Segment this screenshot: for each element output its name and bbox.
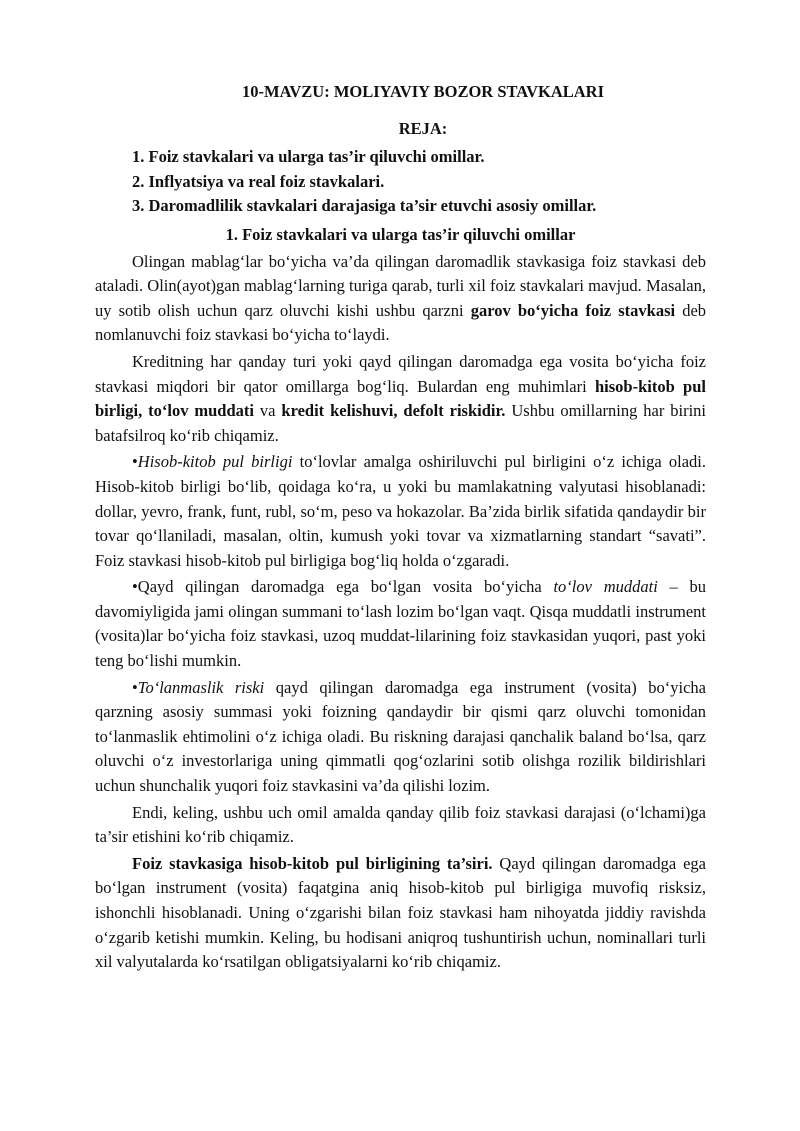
paragraph-text: to‘lovlar amalga oshiriluvchi pul birligini o‘z ichiga oladi. Hisob-kitob birligi bo‘lib, qoidaga ko‘ra, u yoki bu mamlakatning valyutasi hisoblanadi: dollar, yevro, frank, funt, rubl, so‘m, peso va hokazolar. Ba’zida birlik sifatida qandaydir bir tovar qo‘llaniladi, masalan, oltin, kumush yoki tovar va xizmatlarning standart “savati”. Foiz stavkasi hisob-kitob pul birligiga bog‘liq holda o‘zgaradi. xyxy=(95,452,707,570)
paragraph-text: Qayd qilingan daromadga ega bo‘lgan instrument (vosita) faqatgina aniq hisob-kitob pul birligiga muvofiq risksiz, ishonchli hisoblanadi. Uning o‘zgarishi bilan foiz stavkasi ham nihoyatda jiddiy ravishda o‘zgarib ketishi mumkin. Keling, bu hodisani aniqroq tushuntirish uchun, nominallari turli xil valyutalarda ko‘rsatilgan obligatsiyalarni ko‘rib chiqamiz. xyxy=(95,853,706,972)
plan-heading: REJA: xyxy=(398,118,448,138)
bullet: • xyxy=(132,677,138,697)
bold-term: Foiz stavkasiga hisob-kitob pul birligining ta’siri. xyxy=(132,853,493,873)
bold-term: garov bo‘yicha foiz stavkasi xyxy=(470,300,676,320)
paragraph-text: •Qayd qilingan daromadga ega bo‘lgan vosita bo‘yicha xyxy=(132,577,554,597)
italic-term: To‘lanmaslik riski xyxy=(137,677,265,697)
bullet: • xyxy=(132,452,138,472)
plan-list xyxy=(132,145,706,219)
document-title: 10-MAVZU: MOLIYAVIY BOZOR STAVKALARI xyxy=(242,82,604,101)
bold-term: kredit kelishuvi, defolt riskidir. xyxy=(281,401,506,421)
paragraph xyxy=(95,350,706,448)
paragraph-text: deb nomlanuvchi foiz stavkasi bo‘yicha to‘laydi. xyxy=(95,300,707,345)
plan-item: 1. Foiz stavkalari va ularga tas’ir qiluvchi omillar. xyxy=(132,147,485,167)
paragraph-text: Ushbu omillarning har birini batafsilroq ko‘rib chiqamiz. xyxy=(95,401,706,445)
italic-term: to‘lov muddati xyxy=(553,577,658,597)
paragraph-text: – bu davomiyligida jami olingan summani to‘lash lozim bo‘lgan vaqt. Qisqa muddatli instrument (vosita)lar bo‘yicha foiz stavkasi, uzoq muddat-lilarining foiz stavkasidan yuqori, past yoki teng bo‘lishi mumkin. xyxy=(95,577,706,671)
paragraph xyxy=(95,250,706,348)
plan-item: 2. Inflyatsiya va real foiz stavkalari. xyxy=(132,171,385,191)
paragraph-text: qayd qilingan daromadga ega instrument (vosita) bo‘yicha qarzning asosiy summasi yoki foizning qandaydir bir qismi qarz oluvchi tomonidan to‘lanmaslik ehtimolini o‘z ichiga oladi. Bu riskning darajasi qanchalik baland bo‘lsa, qarz oluvchi o‘z investorlariga uning qimmatli qog‘ozlarini sotib olishga rozilik bildirishlari uchun shunchalik yuqori foiz stavkasini va’da qilishi lozim. xyxy=(95,677,706,796)
paragraph-text: Kreditning har qanday turi yoki qayd qilingan daromadga ega vosita bo‘yicha foiz stavkasi miqdori bir qator omillarga bog‘liq. Bulardan eng muhimlari xyxy=(95,351,706,396)
paragraph xyxy=(95,852,706,975)
paragraph: Endi, keling, ushbu uch omil amalda qanday qilib foiz stavkasi darajasi (o‘lchami)ga ta’sir etishini ko‘rib chiqamiz. xyxy=(95,802,706,847)
paragraph xyxy=(95,676,706,799)
paragraph xyxy=(95,450,706,573)
bold-comma: , xyxy=(138,401,149,421)
section-heading: 1. Foiz stavkalari va ularga tas’ir qiluvchi omillar xyxy=(225,224,576,244)
italic-term: Hisob-kitob pul birligi xyxy=(137,452,293,472)
bold-term: hisob-kitob pul birligi xyxy=(95,376,706,421)
document-body xyxy=(95,80,706,975)
bold-term: to‘lov muddati xyxy=(148,401,254,421)
plan-item: 3. Daromadlilik stavkalari darajasiga ta’sir etuvchi asosiy omillar. xyxy=(132,196,597,216)
paragraph-text: va xyxy=(253,401,282,421)
paragraph xyxy=(95,575,706,673)
paragraph-text: Olingan mablag‘lar bo‘yicha va’da qilingan daromadlik stavkasiga foiz stavkasi deb ataladi. Olin(ayot)gan mablag‘larning turiga qarab, turli xil foiz stavkalari mavjud. Masalan, uy sotib olish uchun qarz oluvchi kishi ushbu qarzni xyxy=(95,251,706,320)
